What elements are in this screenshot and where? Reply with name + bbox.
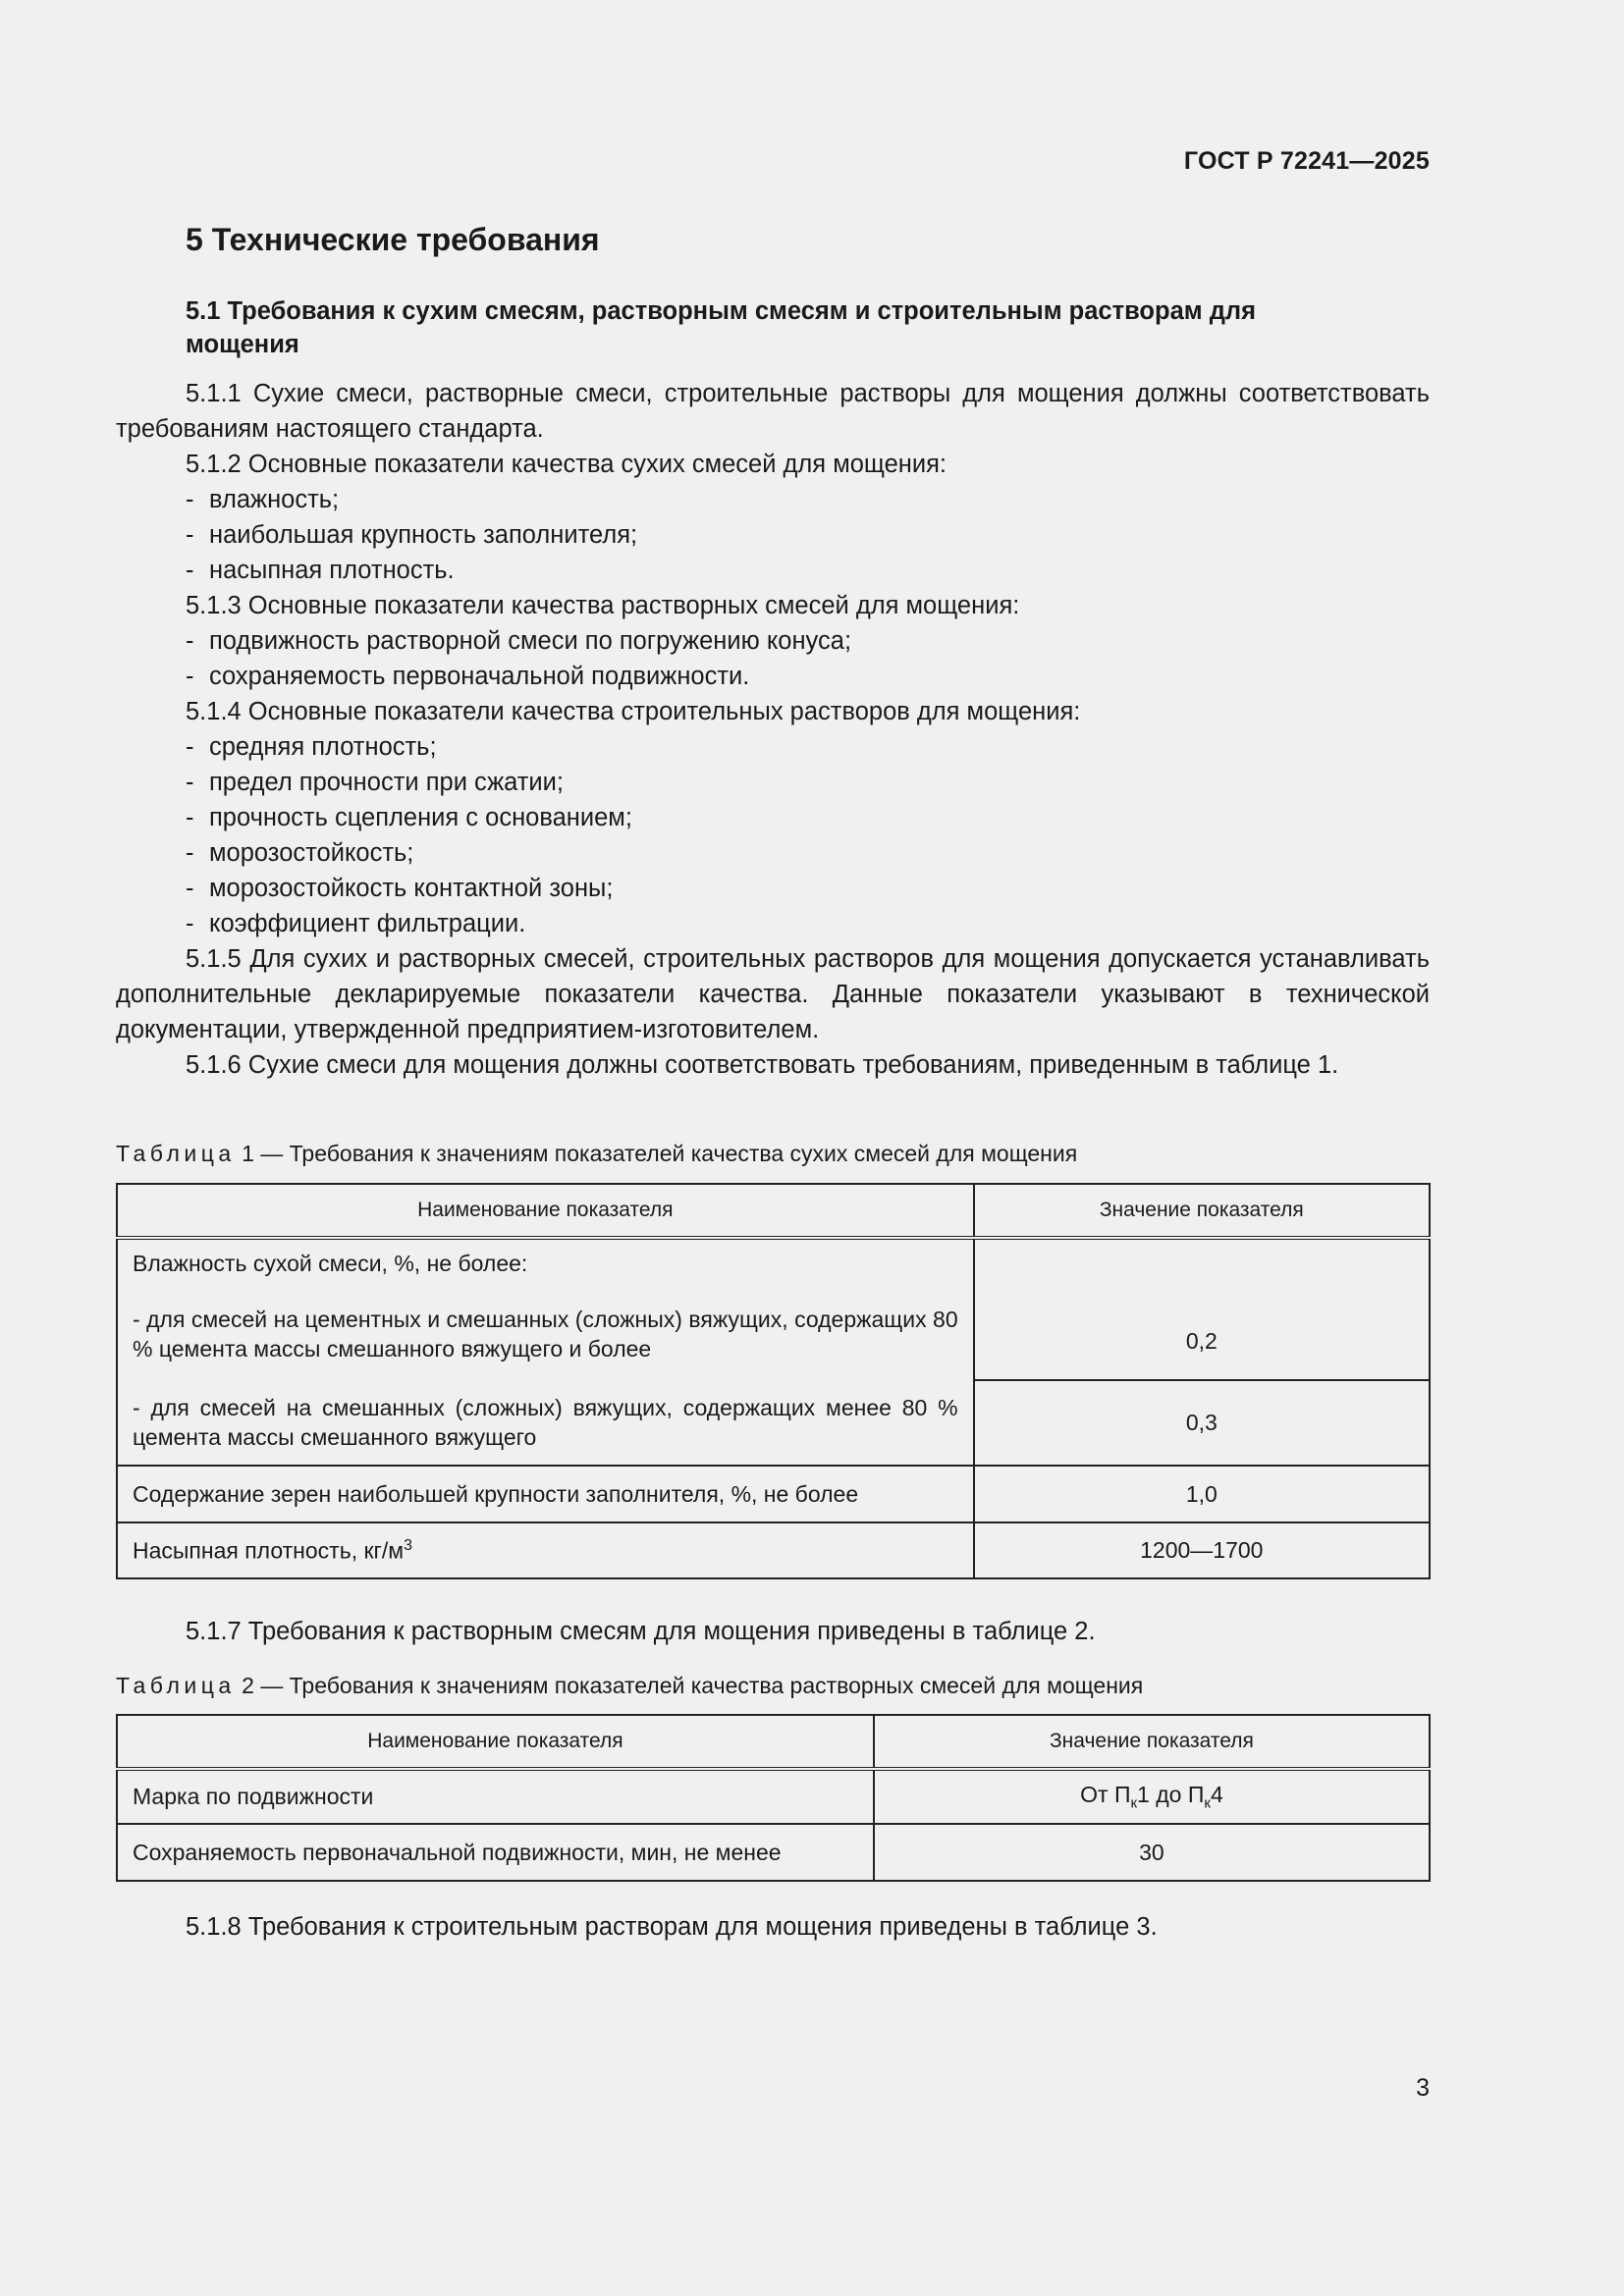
table-1-caption: Таблица 1 — Требования к значениям показателей качества сухих смесей для мощения — [116, 1141, 1078, 1166]
subsection-title: 5.1 Требования к сухим смесям, растворным смесям и строительным растворам для мощения — [186, 297, 1256, 358]
table-2-caption: Таблица 2 — Требования к значениям показателей качества растворных смесей для мощения — [116, 1673, 1144, 1698]
density-label: Насыпная плотность, кг/м — [133, 1537, 405, 1564]
section-title: 5 Технические требования — [186, 222, 600, 257]
list-item: - морозостойкость контактной зоны; — [186, 875, 614, 902]
list-item: - влажность; — [186, 486, 340, 513]
table-row — [117, 1238, 1430, 1380]
list-item: - подвижность растворной смеси по погружению конуса; — [186, 627, 852, 655]
list-item: - прочность сцепления с основанием; — [186, 804, 632, 831]
mark-label: Марка по подвижности — [117, 1769, 874, 1824]
paragraph-5-1-7: 5.1.7 Требования к растворным смесям для мощения приведены в таблице 2. — [186, 1618, 1096, 1645]
table-2 — [116, 1714, 1431, 1882]
retention-label: Сохраняемость первоначальной подвижности, мин, не менее — [117, 1824, 874, 1881]
list-item: - предел прочности при сжатии; — [186, 769, 564, 796]
table-1 — [116, 1183, 1431, 1579]
table-header: Наименование показателя — [117, 1715, 874, 1769]
list-item: - коэффициент фильтрации. — [186, 910, 526, 937]
moisture-value-a: 0,2 — [974, 1238, 1430, 1380]
list-item: - средняя плотность; — [186, 733, 437, 761]
retention-value: 30 — [874, 1824, 1430, 1881]
list-item: - сохраняемость первоначальной подвижности. — [186, 663, 750, 690]
table-header: Наименование показателя — [117, 1184, 974, 1238]
table-header: Значение показателя — [874, 1715, 1430, 1769]
list-item: - наибольшая крупность заполнителя; — [186, 521, 638, 549]
list-item: - насыпная плотность. — [186, 557, 455, 584]
paragraph-5-1-8: 5.1.8 Требования к строительным растворам для мощения приведены в таблице 3. — [186, 1913, 1158, 1941]
paragraph-5-1-6: 5.1.6 Сухие смеси для мощения должны соответствовать требованиям, приведенным в таблице 1. — [186, 1051, 1339, 1079]
moisture-row-a: - для смесей на цементных и смешанных (сложных) вяжущих, содержащих 80 % цемента массы смешанного вяжущего и более — [133, 1307, 958, 1362]
table-row — [117, 1466, 1430, 1522]
moisture-value-b: 0,3 — [974, 1380, 1430, 1466]
mark-value: От $П_к1$ до $П_к4$ — [874, 1769, 1430, 1824]
grain-label: Содержание зерен наибольшей крупности заполнителя, %, не более — [117, 1466, 974, 1522]
table-row — [117, 1769, 1430, 1824]
list-item: - морозостойкость; — [186, 839, 414, 867]
table-row — [117, 1380, 1430, 1466]
paragraph-5-1-5: 5.1.5 Для сухих и растворных смесей, строительных растворов для мощения допускается устанавливать дополнительные декларируемые показатели качества. Данные показатели указывают в технической документации, утвержденной предприятием-изготовителем. — [116, 945, 1430, 1043]
table-row — [117, 1824, 1430, 1881]
grain-value: 1,0 — [974, 1466, 1430, 1522]
body-text — [116, 376, 1430, 1083]
moisture-title: Влажность сухой смеси, %, не более: — [133, 1251, 528, 1276]
document-code: ГОСТ Р 72241—2025 — [1183, 147, 1430, 175]
density-superscript: 3 — [404, 1536, 413, 1554]
paragraph-5-1-4: 5.1.4 Основные показатели качества строительных растворов для мощения: — [186, 698, 1081, 725]
table-header: Значение показателя — [974, 1184, 1430, 1238]
table-row — [117, 1522, 1430, 1578]
density-cell — [117, 1522, 974, 1578]
paragraph-5-1-2: 5.1.2 Основные показатели качества сухих смесей для мощения: — [186, 451, 947, 478]
density-value: 1200—1700 — [974, 1522, 1430, 1578]
page-number: 3 — [1416, 2074, 1430, 2102]
paragraph-5-1-3: 5.1.3 Основные показатели качества растворных смесей для мощения: — [186, 592, 1020, 619]
paragraph-5-1-1: 5.1.1 Сухие смеси, растворные смеси, строительные растворы для мощения должны соответствовать требованиям настоящего стандарта. — [116, 380, 1430, 443]
moisture-row-b: - для смесей на смешанных (сложных) вяжущих, содержащих менее 80 % цемента массы смешанного вяжущего — [133, 1395, 958, 1450]
